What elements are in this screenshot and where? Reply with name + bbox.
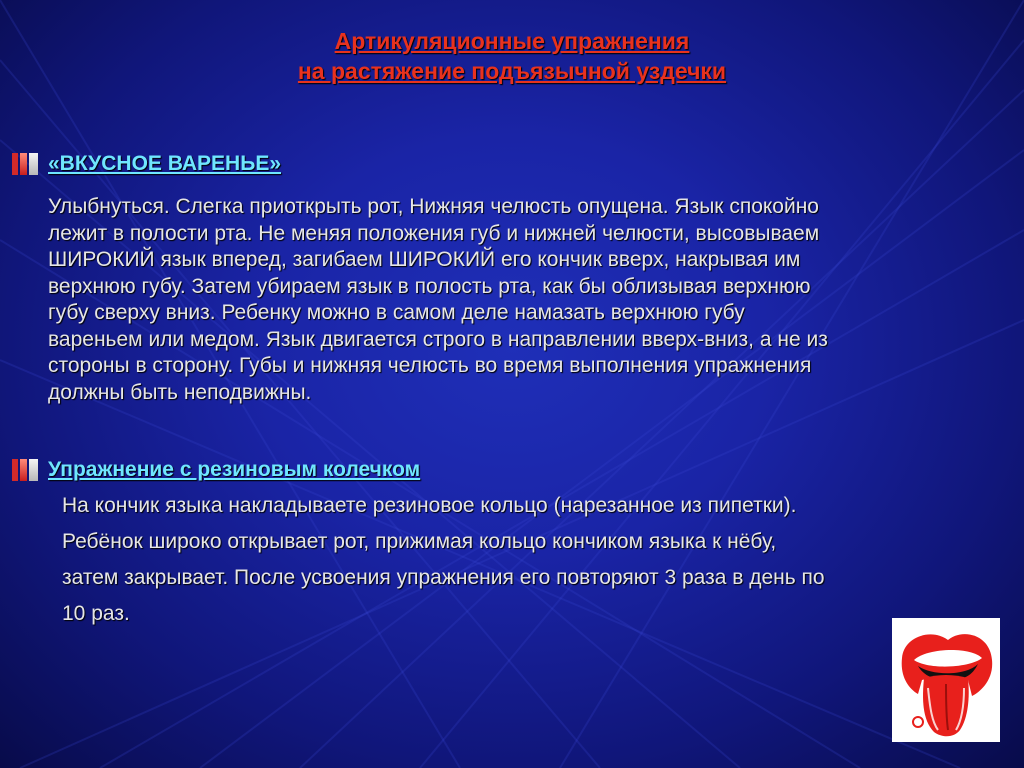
section1-line: ШИРОКИЙ язык вперед, загибаем ШИРОКИЙ его кончик вверх, накрывая им bbox=[48, 248, 801, 271]
section1-line: Улыбнуться. Слегка приоткрыть рот, Нижняя челюсть опущена. Язык спокойно bbox=[48, 195, 819, 218]
section1-line: верхнюю губу. Затем убираем язык в полость рта, как бы облизывая верхнюю bbox=[48, 274, 811, 298]
tongue-lips-icon bbox=[892, 618, 1000, 742]
section1-line: стороны в сторону. Губы и нижняя челюсть во время выполнения упражнения bbox=[48, 354, 812, 377]
tricolor-bar-bullet-icon bbox=[12, 153, 38, 175]
section2-heading: Упражнение с резиновым колечком bbox=[48, 458, 421, 481]
section1-paragraph bbox=[48, 194, 1008, 406]
section2-line: 10 раз. bbox=[62, 602, 130, 625]
slide-title bbox=[0, 26, 1024, 86]
section1-heading: «ВКУСНОЕ ВАРЕНЬЕ» bbox=[48, 152, 281, 175]
section2-paragraph bbox=[62, 488, 1002, 632]
section1-line: лежит в полости рта. Не меняя положения губ и нижней челюсти, высовываем bbox=[48, 221, 820, 245]
title-line-2: на растяжение подъязычной уздечки bbox=[297, 58, 727, 84]
section2-line: Ребёнок широко открывает рот, прижимая кольцо кончиком языка к нёбу, bbox=[62, 530, 777, 553]
section1-line: вареньем или медом. Язык двигается строго в направлении вверх-вниз, а не из bbox=[48, 327, 828, 351]
tricolor-bar-bullet-icon bbox=[12, 459, 38, 481]
section1-line: должны быть неподвижны. bbox=[48, 380, 312, 404]
section1-line: губу сверху вниз. Ребенку можно в самом деле намазать верхнюю губу bbox=[48, 301, 745, 324]
section2-line: На кончик языка накладываете резиновое кольцо (нарезанное из пипетки). bbox=[62, 494, 797, 517]
section2-line: затем закрывает. После усвоения упражнения его повторяют 3 раза в день по bbox=[62, 566, 825, 589]
tongue-lips-logo bbox=[892, 618, 1000, 742]
title-line-1: Артикуляционные упражнения bbox=[334, 28, 690, 54]
